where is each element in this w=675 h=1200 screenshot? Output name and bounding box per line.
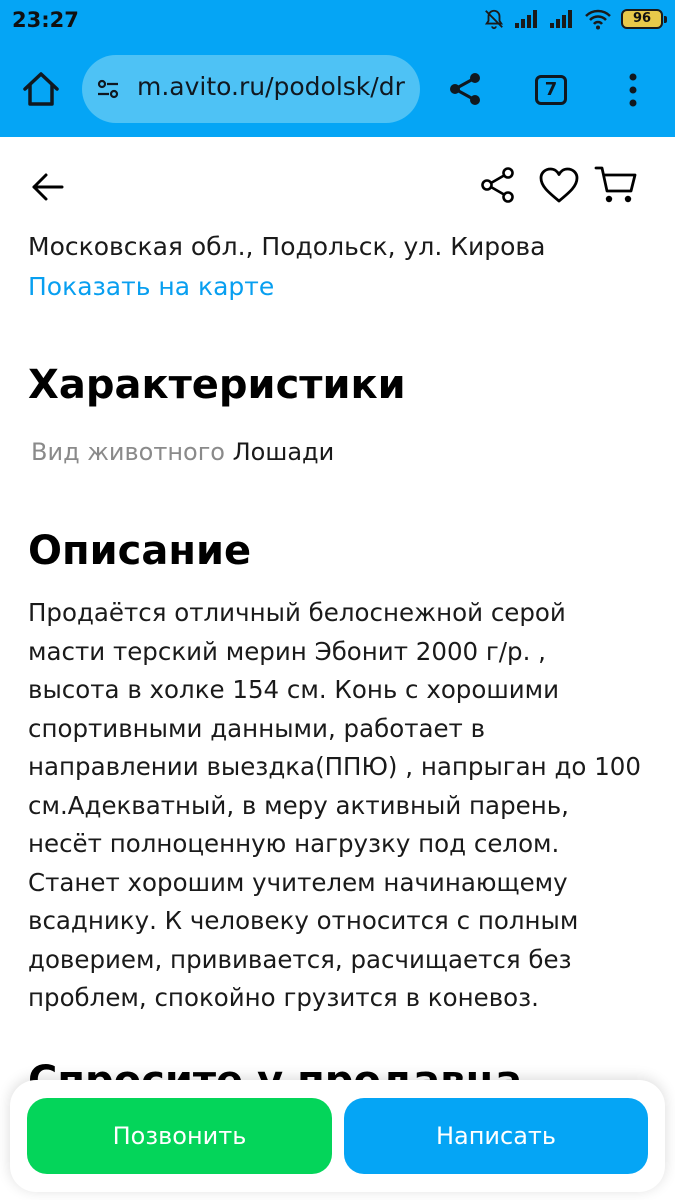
mute-icon: [483, 8, 505, 30]
page-header: [0, 137, 675, 232]
cart-icon[interactable]: [594, 164, 638, 206]
show-on-map-link[interactable]: Показать на карте: [28, 272, 275, 301]
url-text[interactable]: m.avito.ru/podolsk/dr: [137, 72, 405, 101]
signal-icon: [549, 9, 575, 29]
browser-toolbar: [0, 40, 675, 137]
battery-level: 96: [632, 11, 652, 26]
address-bar[interactable]: [82, 55, 420, 123]
write-message-button[interactable]: Написать: [344, 1098, 648, 1174]
description-text: [28, 594, 658, 1018]
battery-icon: [621, 9, 663, 29]
tabs-counter-button[interactable]: 7: [535, 75, 567, 105]
description-line: Продаётся отличный белоснежной серой: [28, 598, 566, 627]
description-heading: Описание: [28, 528, 252, 574]
param-name: Вид животного: [31, 438, 225, 466]
description-line: направлении выездка(ППЮ) , напрыган до 100: [28, 752, 641, 781]
site-settings-icon[interactable]: [96, 77, 120, 101]
description-line: несёт полноценную нагрузку под селом.: [28, 829, 560, 858]
description-line: масти терский мерин Эбонит 2000 г/р. ,: [28, 636, 546, 666]
share-icon[interactable]: [446, 70, 484, 108]
status-time: 23:27: [12, 8, 79, 32]
listing-address: Московская обл., Подольск, ул. Кирова: [28, 232, 546, 261]
description-line: см.Адекватный, в меру активный парень,: [28, 790, 569, 820]
param-value: Лошади: [232, 438, 335, 466]
param-row: [31, 438, 334, 466]
back-arrow-icon[interactable]: [30, 169, 66, 205]
description-line: спортивными данными, работает в: [28, 713, 486, 743]
share-icon[interactable]: [479, 166, 517, 204]
home-icon[interactable]: [20, 68, 62, 110]
heart-icon[interactable]: [538, 166, 580, 204]
description-line: всаднику. К человеку относится с полным: [28, 906, 579, 935]
status-bar: [0, 0, 675, 40]
description-line: доверием, прививается, расчищается без: [28, 944, 572, 974]
description-line: Станет хорошим учителем начинающему: [28, 867, 568, 897]
wifi-icon: [584, 8, 612, 30]
call-button[interactable]: Позвонить: [27, 1098, 332, 1174]
description-line: высота в холке 154 см. Конь с хорошими: [28, 675, 560, 704]
description-line: проблем, спокойно грузится в коневоз.: [28, 983, 539, 1012]
characteristics-heading: Характеристики: [28, 362, 406, 408]
more-menu-icon[interactable]: [620, 70, 646, 110]
contact-action-panel: [10, 1080, 665, 1192]
signal-icon: [514, 9, 540, 29]
status-icons: [483, 8, 663, 30]
